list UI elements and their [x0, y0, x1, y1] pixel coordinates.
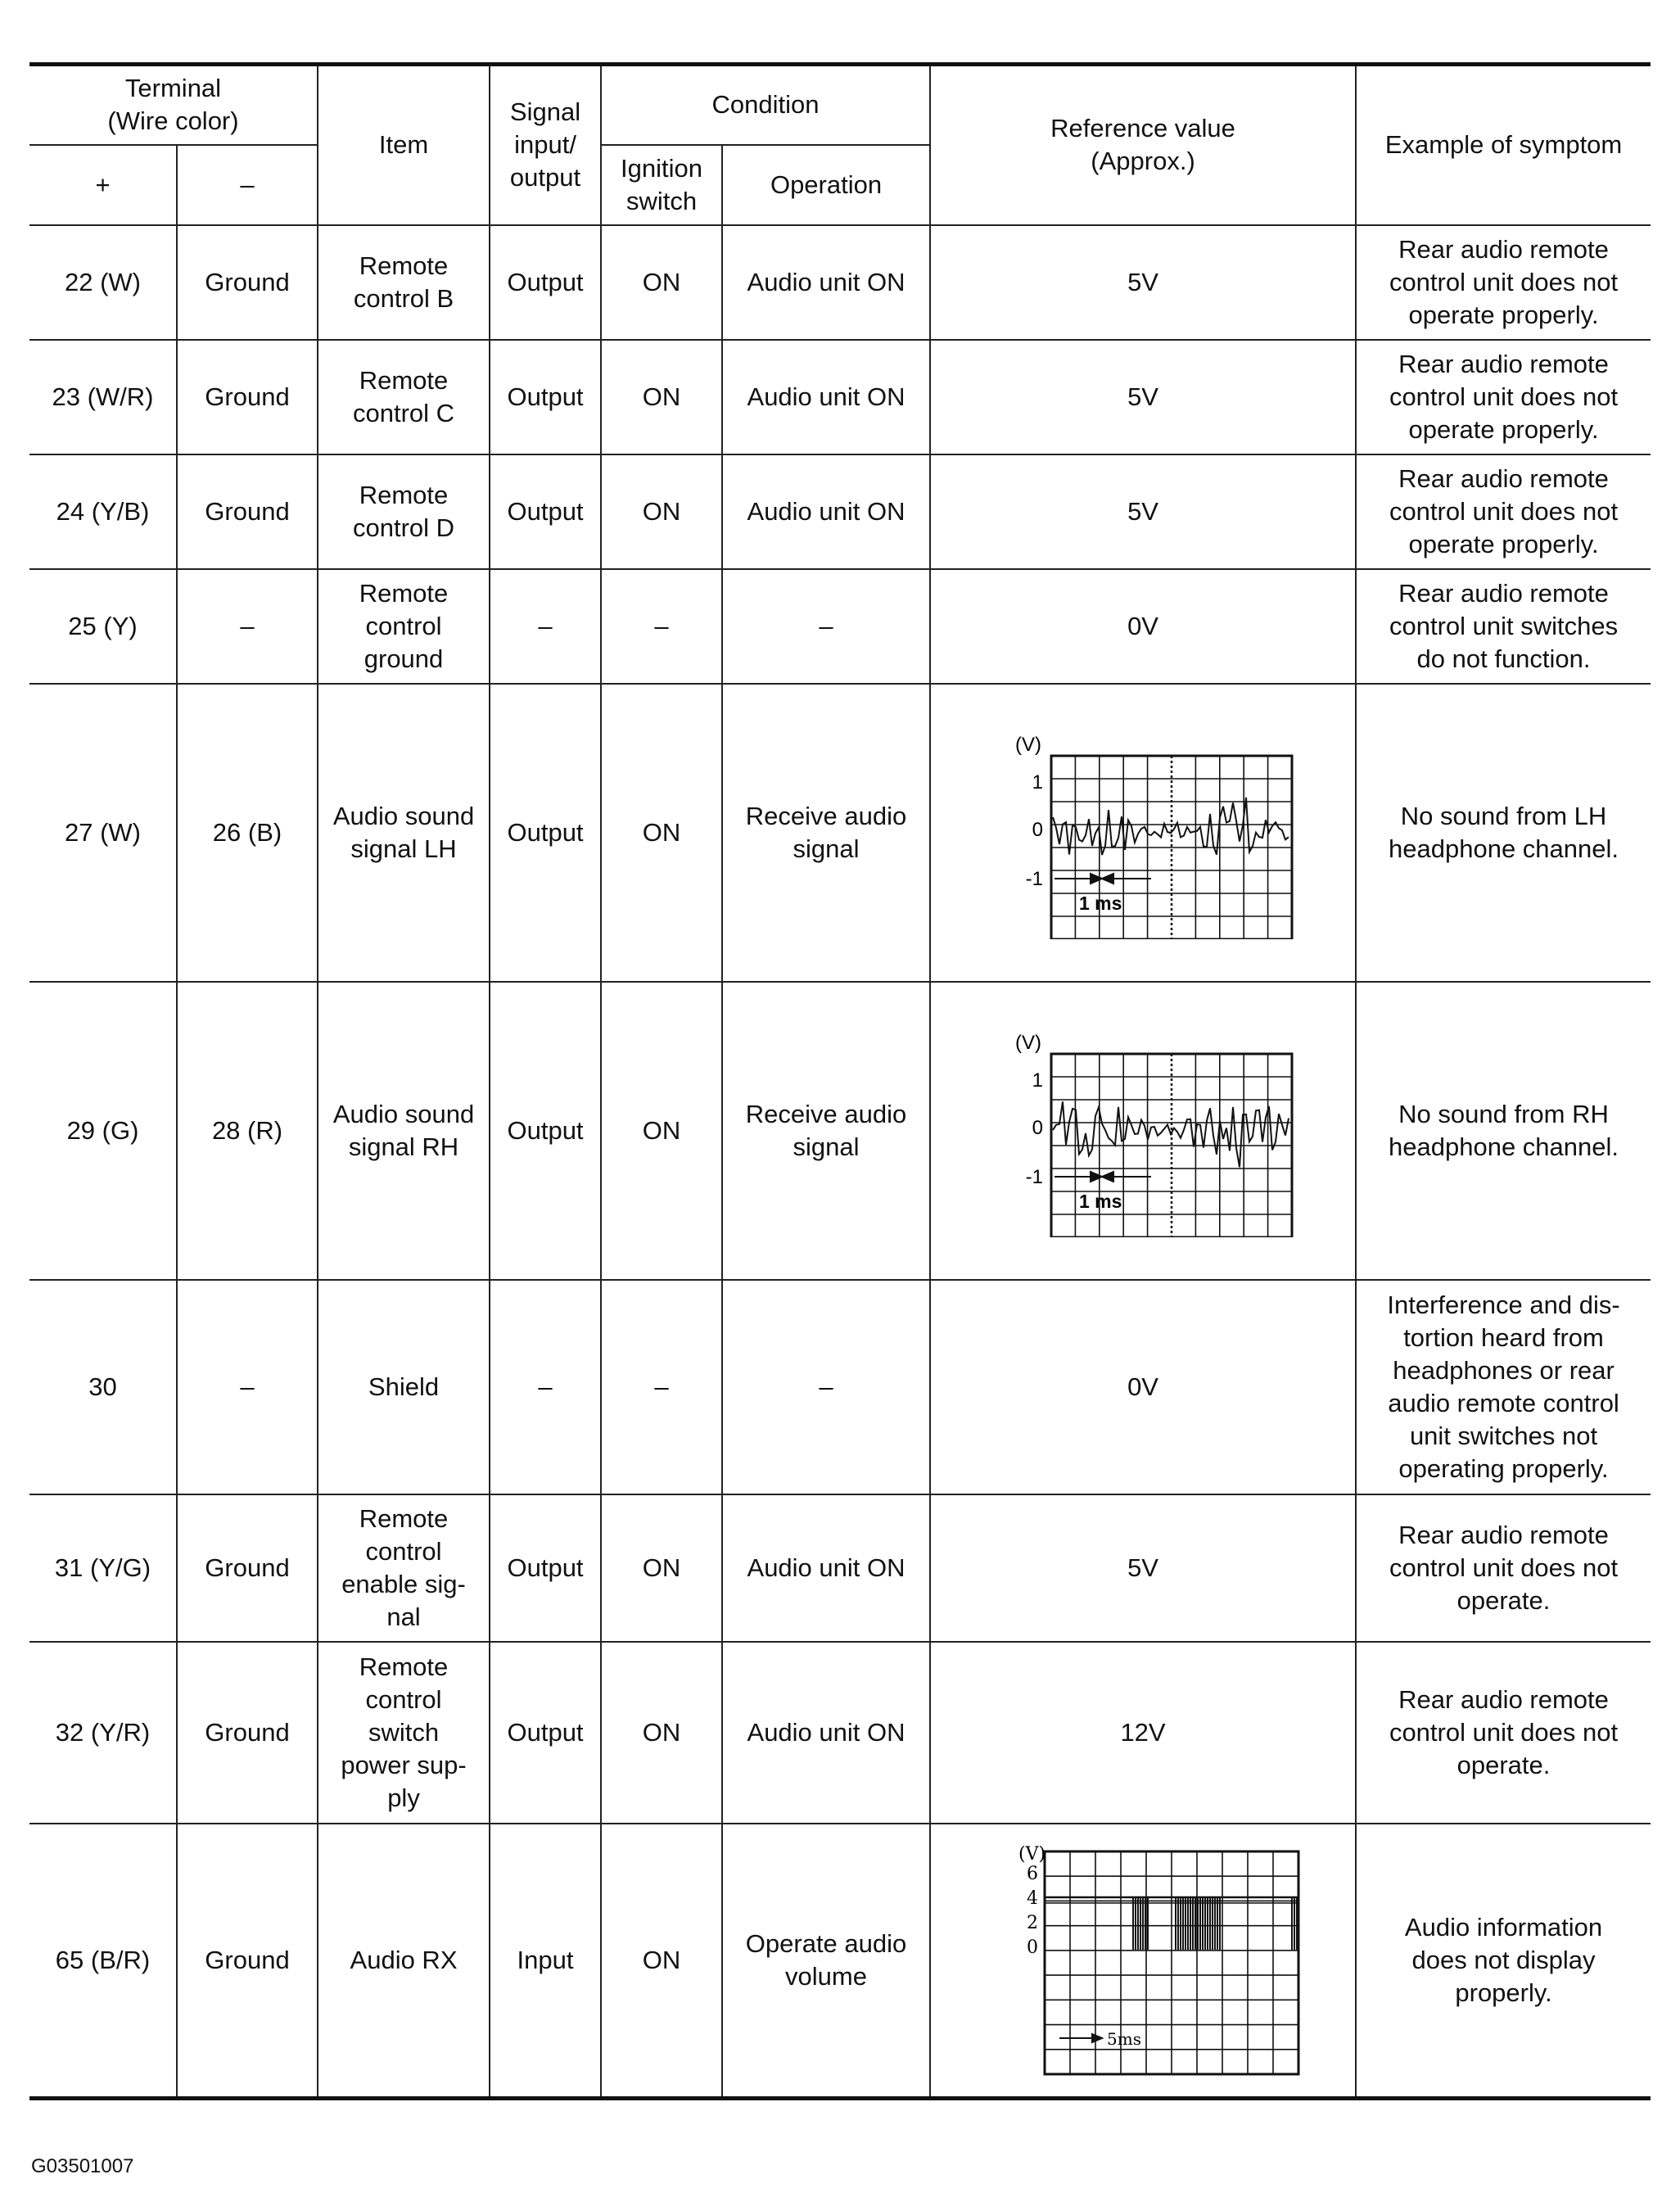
signal-direction: Output	[490, 225, 601, 340]
symptom-header-text: Example of symptom	[1384, 130, 1623, 160]
ignition-state: ON	[601, 1642, 722, 1824]
terminal-table	[29, 62, 1651, 2100]
scope-unit-label: (V)	[1015, 733, 1042, 756]
terminal-plus: 30	[29, 1280, 177, 1494]
time-scale-label: 5ms	[1107, 2028, 1141, 2049]
symptom: Rear audio remote control unit does not operate.	[1356, 1642, 1651, 1824]
signal-header-text: Signal input/ output	[509, 97, 581, 192]
scope-grid	[1045, 1851, 1298, 2074]
reference-value: 0V	[930, 569, 1356, 684]
minus-header-text: –	[240, 170, 255, 199]
signal-direction: Output	[490, 454, 601, 569]
item-name: Remote control D	[318, 454, 490, 569]
scope-tick-label: 0	[1032, 1116, 1044, 1139]
terminal-minus: 26 (B)	[177, 684, 318, 982]
table-row	[29, 1280, 1651, 1494]
scope-tick-label: 4	[1027, 1887, 1039, 1909]
ignition-state: ON	[601, 454, 722, 569]
table-row	[29, 982, 1651, 1280]
scope-tick-label: 0	[1027, 1937, 1039, 1958]
operation: Audio unit ON	[722, 225, 930, 340]
operation-header-text: Operation	[770, 170, 883, 199]
symptom: Interference and dis- tortion heard from headphones or rear audio remote control unit switches not operating properly.	[1356, 1280, 1651, 1494]
operation: Operate audio volume	[722, 1824, 930, 2099]
operation: –	[722, 1280, 930, 1494]
time-scale-marker	[1055, 874, 1151, 884]
item-name: Remote control ground	[318, 569, 490, 684]
scope-tick-label: 6	[1027, 1863, 1039, 1884]
item-header	[318, 65, 490, 225]
reference-value: 5V	[930, 225, 1356, 340]
symptom: Rear audio remote control unit does not operate properly.	[1356, 454, 1651, 569]
table-row	[29, 684, 1651, 982]
minus-header	[177, 145, 318, 225]
table-row	[29, 454, 1651, 569]
terminal-minus: Ground	[177, 340, 318, 454]
reference-header-text: Reference value (Approx.)	[1050, 114, 1235, 176]
signal-direction: –	[490, 569, 601, 684]
table-row	[29, 340, 1651, 454]
operation: –	[722, 569, 930, 684]
waveform-lh	[979, 726, 1307, 939]
terminal-minus: 28 (R)	[177, 982, 318, 1280]
terminal-header-text: Terminal (Wire color)	[107, 74, 239, 136]
terminal-minus: Ground	[177, 225, 318, 340]
scope-tick-label: 1	[1032, 771, 1044, 793]
reference-value	[930, 982, 1356, 1280]
operation-header	[722, 145, 930, 225]
item-name: Remote control enable sig- nal	[318, 1494, 490, 1642]
terminal-plus: 23 (W/R)	[29, 340, 177, 454]
item-name: Remote control switch power sup- ply	[318, 1642, 490, 1824]
signal-header	[490, 65, 601, 225]
scope-tick-label: -1	[1025, 867, 1044, 890]
scope-tick-label: 1	[1032, 1069, 1044, 1092]
item-name: Shield	[318, 1280, 490, 1494]
symptom: Rear audio remote control unit switches do not function.	[1356, 569, 1651, 684]
condition-header	[601, 65, 930, 145]
operation: Audio unit ON	[722, 454, 930, 569]
time-scale-label: 1 ms	[1079, 1190, 1122, 1212]
symptom: No sound from RH headphone channel.	[1356, 982, 1651, 1280]
time-scale-marker	[1055, 1172, 1151, 1182]
terminal-plus: 24 (Y/B)	[29, 454, 177, 569]
signal-direction: –	[490, 1280, 601, 1494]
waveform-rh	[979, 1024, 1307, 1237]
item-name: Remote control C	[318, 340, 490, 454]
scope-unit-label: (V)	[1015, 1031, 1042, 1054]
waveform-audio-rx	[979, 1842, 1307, 2079]
symptom: No sound from LH headphone channel.	[1356, 684, 1651, 982]
ignition-state: ON	[601, 684, 722, 982]
reference-value	[930, 1824, 1356, 2099]
terminal-minus: –	[177, 1280, 318, 1494]
operation: Audio unit ON	[722, 340, 930, 454]
reference-value: 5V	[930, 340, 1356, 454]
signal-direction: Output	[490, 340, 601, 454]
reference-header	[930, 65, 1356, 225]
symptom: Rear audio remote control unit does not operate properly.	[1356, 340, 1651, 454]
ignition-state: ON	[601, 340, 722, 454]
ignition-state: ON	[601, 225, 722, 340]
condition-header-text: Condition	[711, 90, 820, 120]
table-row	[29, 1642, 1651, 1824]
reference-value: 5V	[930, 454, 1356, 569]
ignition-state: ON	[601, 1824, 722, 2099]
terminal-minus: Ground	[177, 1824, 318, 2099]
time-scale-marker	[1059, 2034, 1102, 2042]
signal-direction: Input	[490, 1824, 601, 2099]
terminal-plus: 65 (B/R)	[29, 1824, 177, 2099]
terminal-plus: 31 (Y/G)	[29, 1494, 177, 1642]
ignition-state: ON	[601, 1494, 722, 1642]
figure-code: G03501007	[31, 2155, 134, 2177]
terminal-plus: 25 (Y)	[29, 569, 177, 684]
plus-header	[29, 145, 177, 225]
table-row	[29, 569, 1651, 684]
reference-value	[930, 684, 1356, 982]
terminal-plus: 27 (W)	[29, 684, 177, 982]
reference-value: 0V	[930, 1280, 1356, 1494]
symptom: Rear audio remote control unit does not operate properly.	[1356, 225, 1651, 340]
signal-direction: Output	[490, 1642, 601, 1824]
terminal-plus: 22 (W)	[29, 225, 177, 340]
ignition-state: –	[601, 569, 722, 684]
signal-direction: Output	[490, 982, 601, 1280]
signal-direction: Output	[490, 1494, 601, 1642]
reference-value: 5V	[930, 1494, 1356, 1642]
terminal-minus: –	[177, 569, 318, 684]
item-name: Audio sound signal RH	[318, 982, 490, 1280]
symptom-header	[1356, 65, 1651, 225]
signal-direction: Output	[490, 684, 601, 982]
item-name: Audio RX	[318, 1824, 490, 2099]
reference-value: 12V	[930, 1642, 1356, 1824]
item-header-text: Item	[378, 130, 429, 160]
terminal-plus: 29 (G)	[29, 982, 177, 1280]
terminal-minus: Ground	[177, 1642, 318, 1824]
time-scale-label: 1 ms	[1079, 892, 1122, 914]
symptom: Rear audio remote control unit does not operate.	[1356, 1494, 1651, 1642]
scope-tick-label: 0	[1032, 818, 1044, 841]
operation: Audio unit ON	[722, 1494, 930, 1642]
terminal-header	[29, 65, 318, 145]
operation: Audio unit ON	[722, 1642, 930, 1824]
item-name: Remote control B	[318, 225, 490, 340]
scope-tick-label: -1	[1025, 1165, 1044, 1188]
terminal-spec-sheet	[29, 62, 1651, 2100]
operation: Receive audio signal	[722, 684, 930, 982]
operation: Receive audio signal	[722, 982, 930, 1280]
scope-tick-label: 2	[1027, 1912, 1039, 1933]
table-row	[29, 1494, 1651, 1642]
item-name: Audio sound signal LH	[318, 684, 490, 982]
ignition-header-text: Ignition switch	[621, 153, 702, 215]
terminal-minus: Ground	[177, 454, 318, 569]
terminal-minus: Ground	[177, 1494, 318, 1642]
terminal-plus: 32 (Y/R)	[29, 1642, 177, 1824]
ignition-header	[601, 145, 722, 225]
scope-unit-label: (V)	[1018, 1843, 1046, 1865]
symptom: Audio information does not display properly.	[1356, 1824, 1651, 2099]
ignition-state: –	[601, 1280, 722, 1494]
table-row	[29, 1824, 1651, 2099]
ignition-state: ON	[601, 982, 722, 1280]
table-row	[29, 225, 1651, 340]
plus-header-text: +	[95, 170, 111, 199]
